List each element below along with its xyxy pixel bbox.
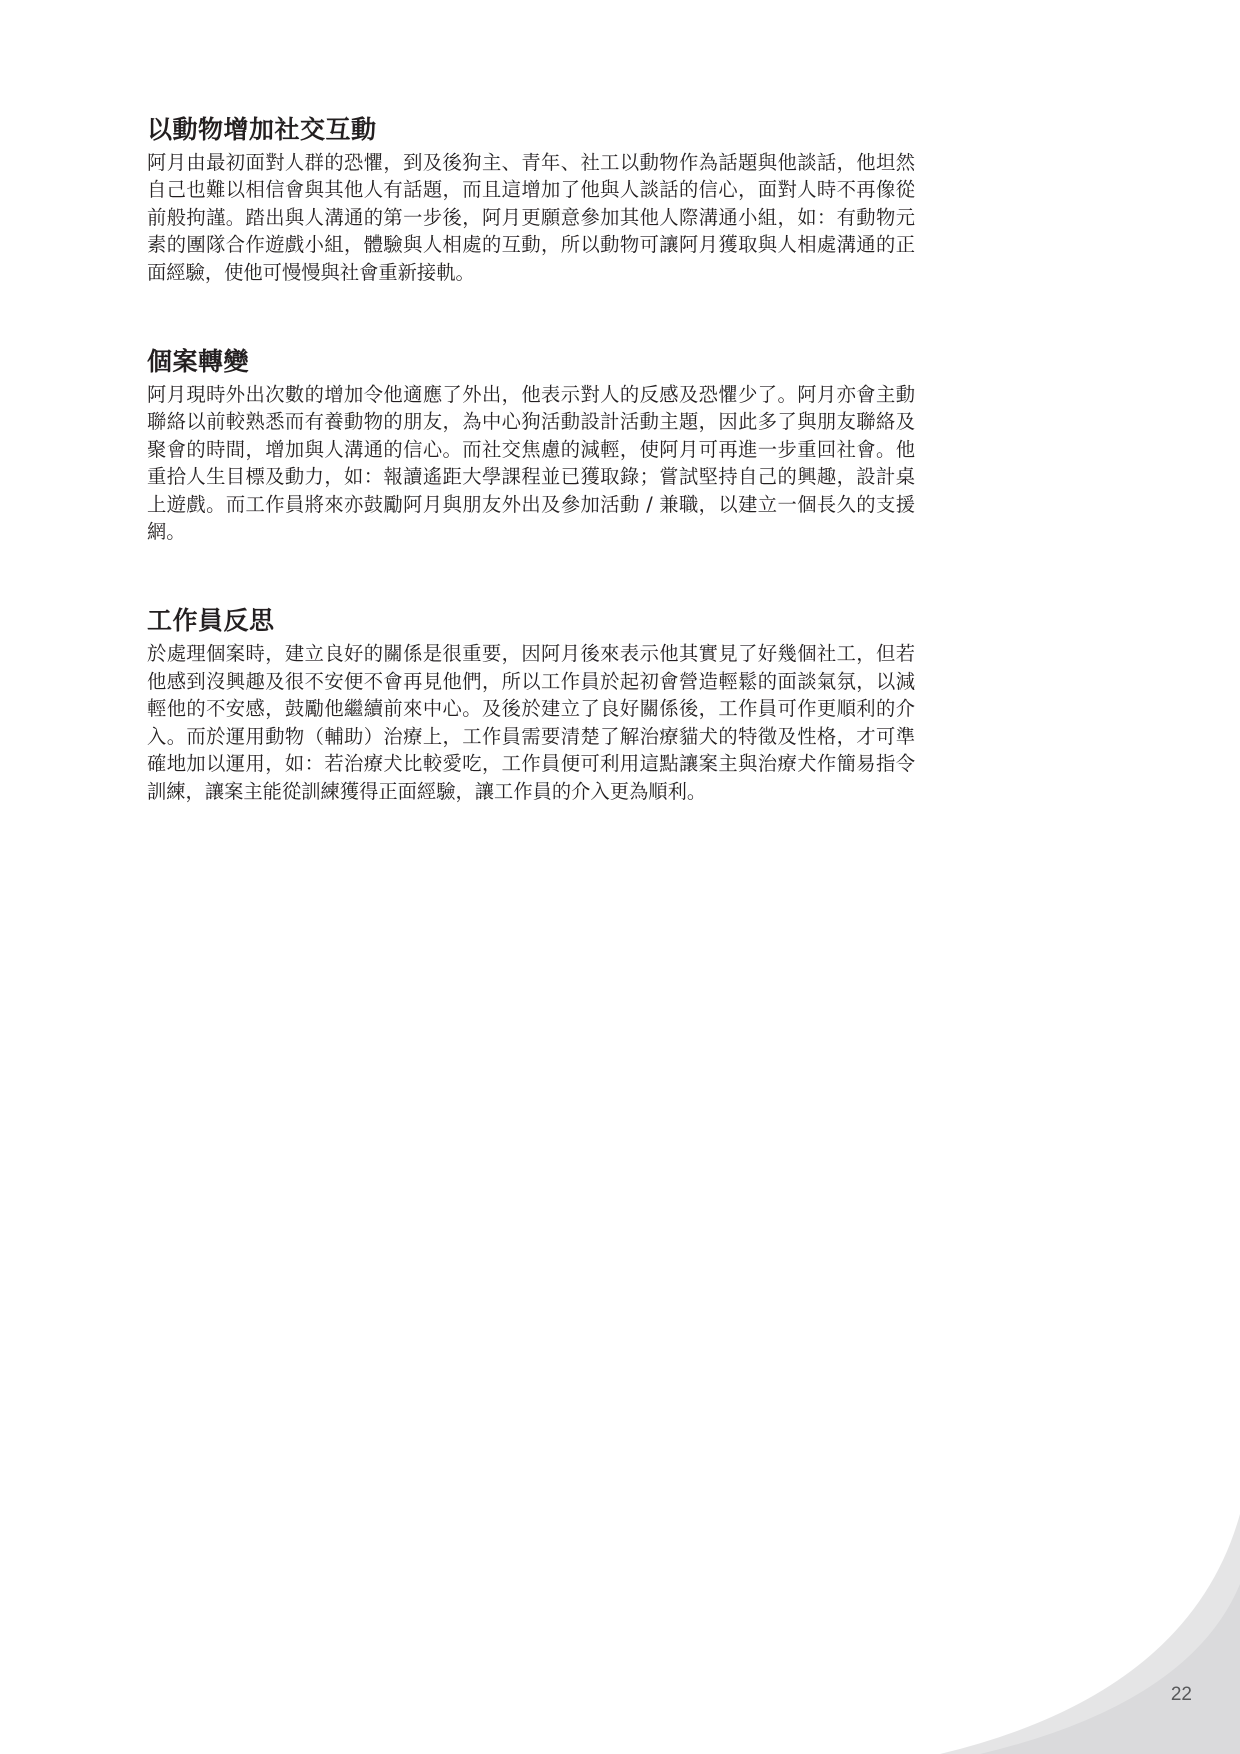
section-worker-reflection [147, 603, 915, 804]
corner-swoosh-decoration [940, 1454, 1240, 1754]
section-title: 個案轉變 [147, 347, 250, 377]
section-title: 以動物增加社交互動 [147, 115, 377, 144]
section-title: 工作員反思 [147, 606, 275, 636]
section-body: 阿月由最初面對人群的恐懼，到及後狗主、青年、社工以動物作為話題與他談話，他坦然自己也難以相信會與其他人有話題，而且這增加了他與人談話的信心，面對人時不再像從前般拘謹。踏出與人溝通的第一步後，阿月更願意參加其他人際溝通小組，如：有動物元素的團隊合作遊戲小組，體驗與人相處的互動，所以動物可讓阿月獲取與人相處溝通的正面經驗，使他可慢慢與社會重新接軌。 [147, 151, 915, 284]
section-body: 阿月現時外出次數的增加令他適應了外出，他表示對人的反感及恐懼少了。阿月亦會主動聯絡以前較熟悉而有養動物的朋友，為中心狗活動設計活動主題，因此多了與朋友聯絡及聚會的時間，增加與人溝通的信心。而社交焦慮的減輕，使阿月可再進一步重回社會。他重拾人生目標及動力，如：報讀遙距大學課程並已獲取錄；嘗試堅持自己的興趣，設計桌上遊戲。而工作員將來亦鼓勵阿月與朋友外出及參加活動 / 兼職，以建立一個長久的支援網。 [147, 383, 915, 544]
page-number: 22 [1170, 1684, 1192, 1705]
page-content [147, 112, 915, 805]
section-body: 於處理個案時，建立良好的關係是很重要，因阿月後來表示他其實見了好幾個社工，但若他感到沒興趣及很不安便不會再見他們，所以工作員於起初會營造輕鬆的面談氣氛，以減輕他的不安感，鼓勵他繼續前來中心。及後於建立了良好關係後，工作員可作更順利的介入。而於運用動物（輔助）治療上，工作員需要清楚了解治療貓犬的特徵及性格，才可準確地加以運用，如：若治療犬比較愛吃，工作員便可利用這點讓案主與治療犬作簡易指令訓練，讓案主能從訓練獲得正面經驗，讓工作員的介入更為順利。 [147, 642, 915, 803]
section-case-change [147, 344, 915, 545]
section-social-interaction [147, 112, 915, 286]
